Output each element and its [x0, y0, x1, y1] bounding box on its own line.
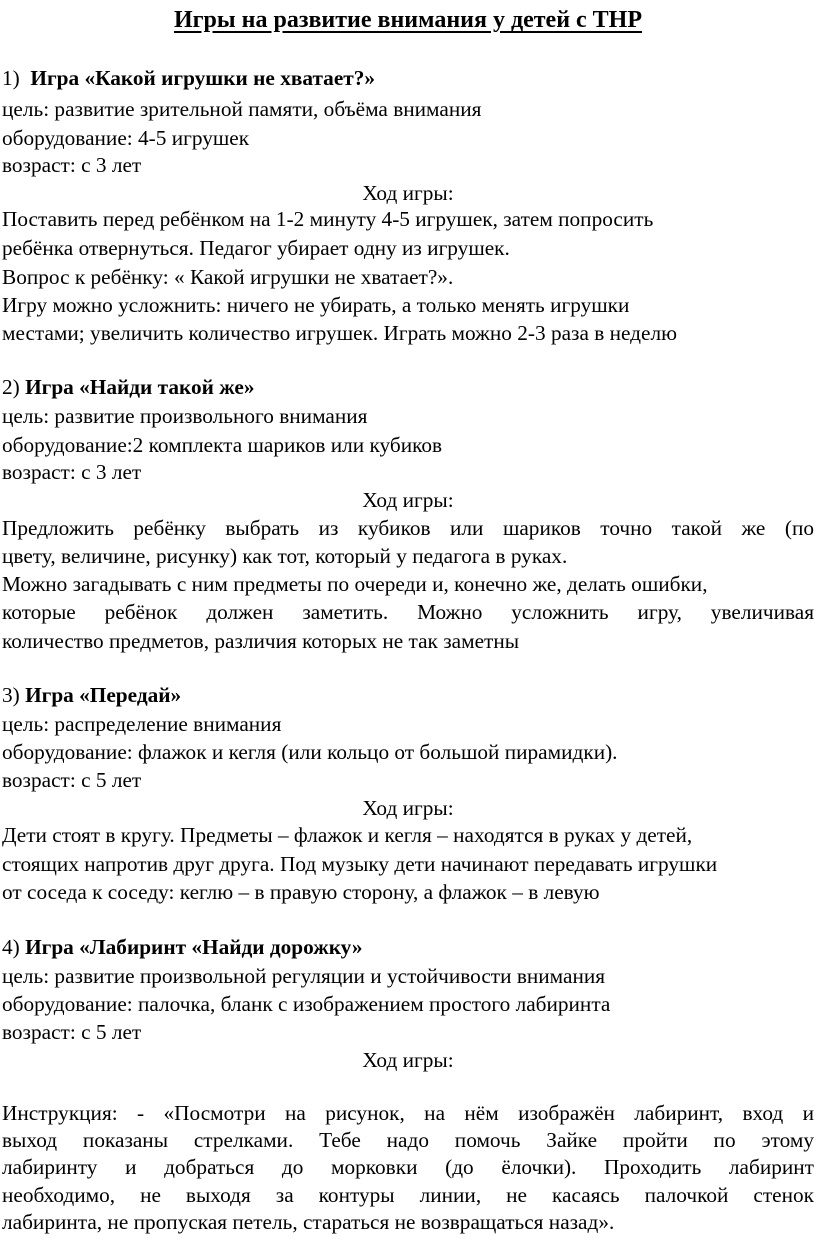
game-4-desc-line: выход показаны стрелками. Тебе надо помочь Зайке пройти по этому	[2, 1128, 814, 1152]
game-1-goal: цель: развитие зрительной памяти, объёма внимания	[2, 97, 482, 121]
game-4-equipment: оборудование: палочка, бланк с изображением простого лабиринта	[2, 992, 611, 1016]
game-2-age: возраст: с 3 лет	[2, 460, 142, 484]
game-1-course-heading: Ход игры:	[362, 181, 454, 205]
game-1-desc-line: Вопрос к ребёнку: « Какой игрушки не хватает?».	[2, 265, 454, 289]
game-1-heading	[2, 63, 814, 94]
game-2-desc-line: цвету, величине, рисунку) как тот, который у педагога в руках.	[2, 544, 568, 568]
game-2-course-heading: Ход игры:	[362, 488, 454, 512]
game-2-desc-line: Предложить ребёнку выбрать из кубиков или шариков точно такой же (по	[2, 516, 814, 540]
game-3-desc-line: стоящих напротив друг друга. Под музыку дети начинают передавать игрушки	[2, 852, 718, 876]
game-name: Игра «Лабиринт «Найди дорожку»	[25, 935, 363, 959]
game-4-desc-line: лабиринта, не пропуская петель, стараться не возвращаться назад».	[2, 1210, 615, 1234]
game-name: Игра «Найди такой же»	[25, 375, 255, 399]
game-3-heading	[2, 680, 814, 711]
game-4-course-heading: Ход игры:	[362, 1048, 454, 1072]
game-1-desc-line: Игру можно усложнить: ничего не убирать, а только менять игрушки	[2, 293, 630, 317]
game-2-heading	[2, 372, 814, 403]
game-number: 2)	[2, 375, 20, 399]
game-number: 1)	[2, 66, 20, 90]
game-1-age: возраст: с 3 лет	[2, 153, 142, 177]
game-3-age: возраст: с 5 лет	[2, 768, 142, 792]
game-1-desc-line: местами; увеличить количество игрушек. Играть можно 2-3 раза в неделю	[2, 321, 678, 345]
game-number: 4)	[2, 935, 20, 959]
game-name: Игра «Какой игрушки не хватает?»	[30, 66, 376, 90]
game-1-desc-line: Поставить перед ребёнком на 1-2 минуту 4-5 игрушек, затем попросить	[2, 207, 654, 231]
game-4-heading	[2, 932, 814, 963]
game-1-equipment: оборудование: 4-5 игрушек	[2, 126, 250, 150]
game-2-desc-line: которые ребёнок должен заметить. Можно усложнить игру, увеличивая	[2, 600, 814, 624]
game-4-age: возраст: с 5 лет	[2, 1020, 142, 1044]
game-4-desc-line: лабиринту и добраться до морковки (до ёлочки). Проходить лабиринт	[2, 1155, 814, 1179]
game-4-goal: цель: развитие произвольной регуляции и устойчивости внимания	[2, 964, 606, 988]
game-3-desc-line: Дети стоят в кругу. Предметы – флажок и кегля – находятся в руках у детей,	[2, 823, 693, 847]
game-2-goal: цель: развитие произвольного внимания	[2, 404, 368, 428]
game-2-desc-line: Можно загадывать с ним предметы по очереди и, конечно же, делать ошибки,	[2, 572, 708, 596]
game-name: Игра «Передай»	[25, 683, 182, 707]
game-3-course-heading: Ход игры:	[362, 796, 454, 820]
game-2-desc-line: количество предметов, различия которых не так заметны	[2, 629, 520, 653]
game-number: 3)	[2, 683, 20, 707]
game-3-desc-line: от соседа к соседу: кеглю – в правую сторону, а флажок – в левую	[2, 880, 600, 904]
page-title: Игры на развитие внимания у детей с ТНР	[173, 7, 643, 33]
game-4-desc-line: Инструкция: - «Посмотри на рисунок, на нём изображён лабиринт, вход и	[2, 1101, 814, 1125]
game-2-equipment: оборудование:2 комплекта шариков или кубиков	[2, 433, 443, 457]
game-4-desc-line: необходимо, не выходя за контуры линии, не касаясь палочкой стенок	[2, 1183, 814, 1207]
game-3-equipment: оборудование: флажок и кегля (или кольцо от большой пирамидки).	[2, 740, 618, 764]
game-3-goal: цель: распределение внимания	[2, 712, 282, 736]
game-1-desc-line: ребёнка отвернуться. Педагог убирает одну из игрушек.	[2, 236, 510, 260]
